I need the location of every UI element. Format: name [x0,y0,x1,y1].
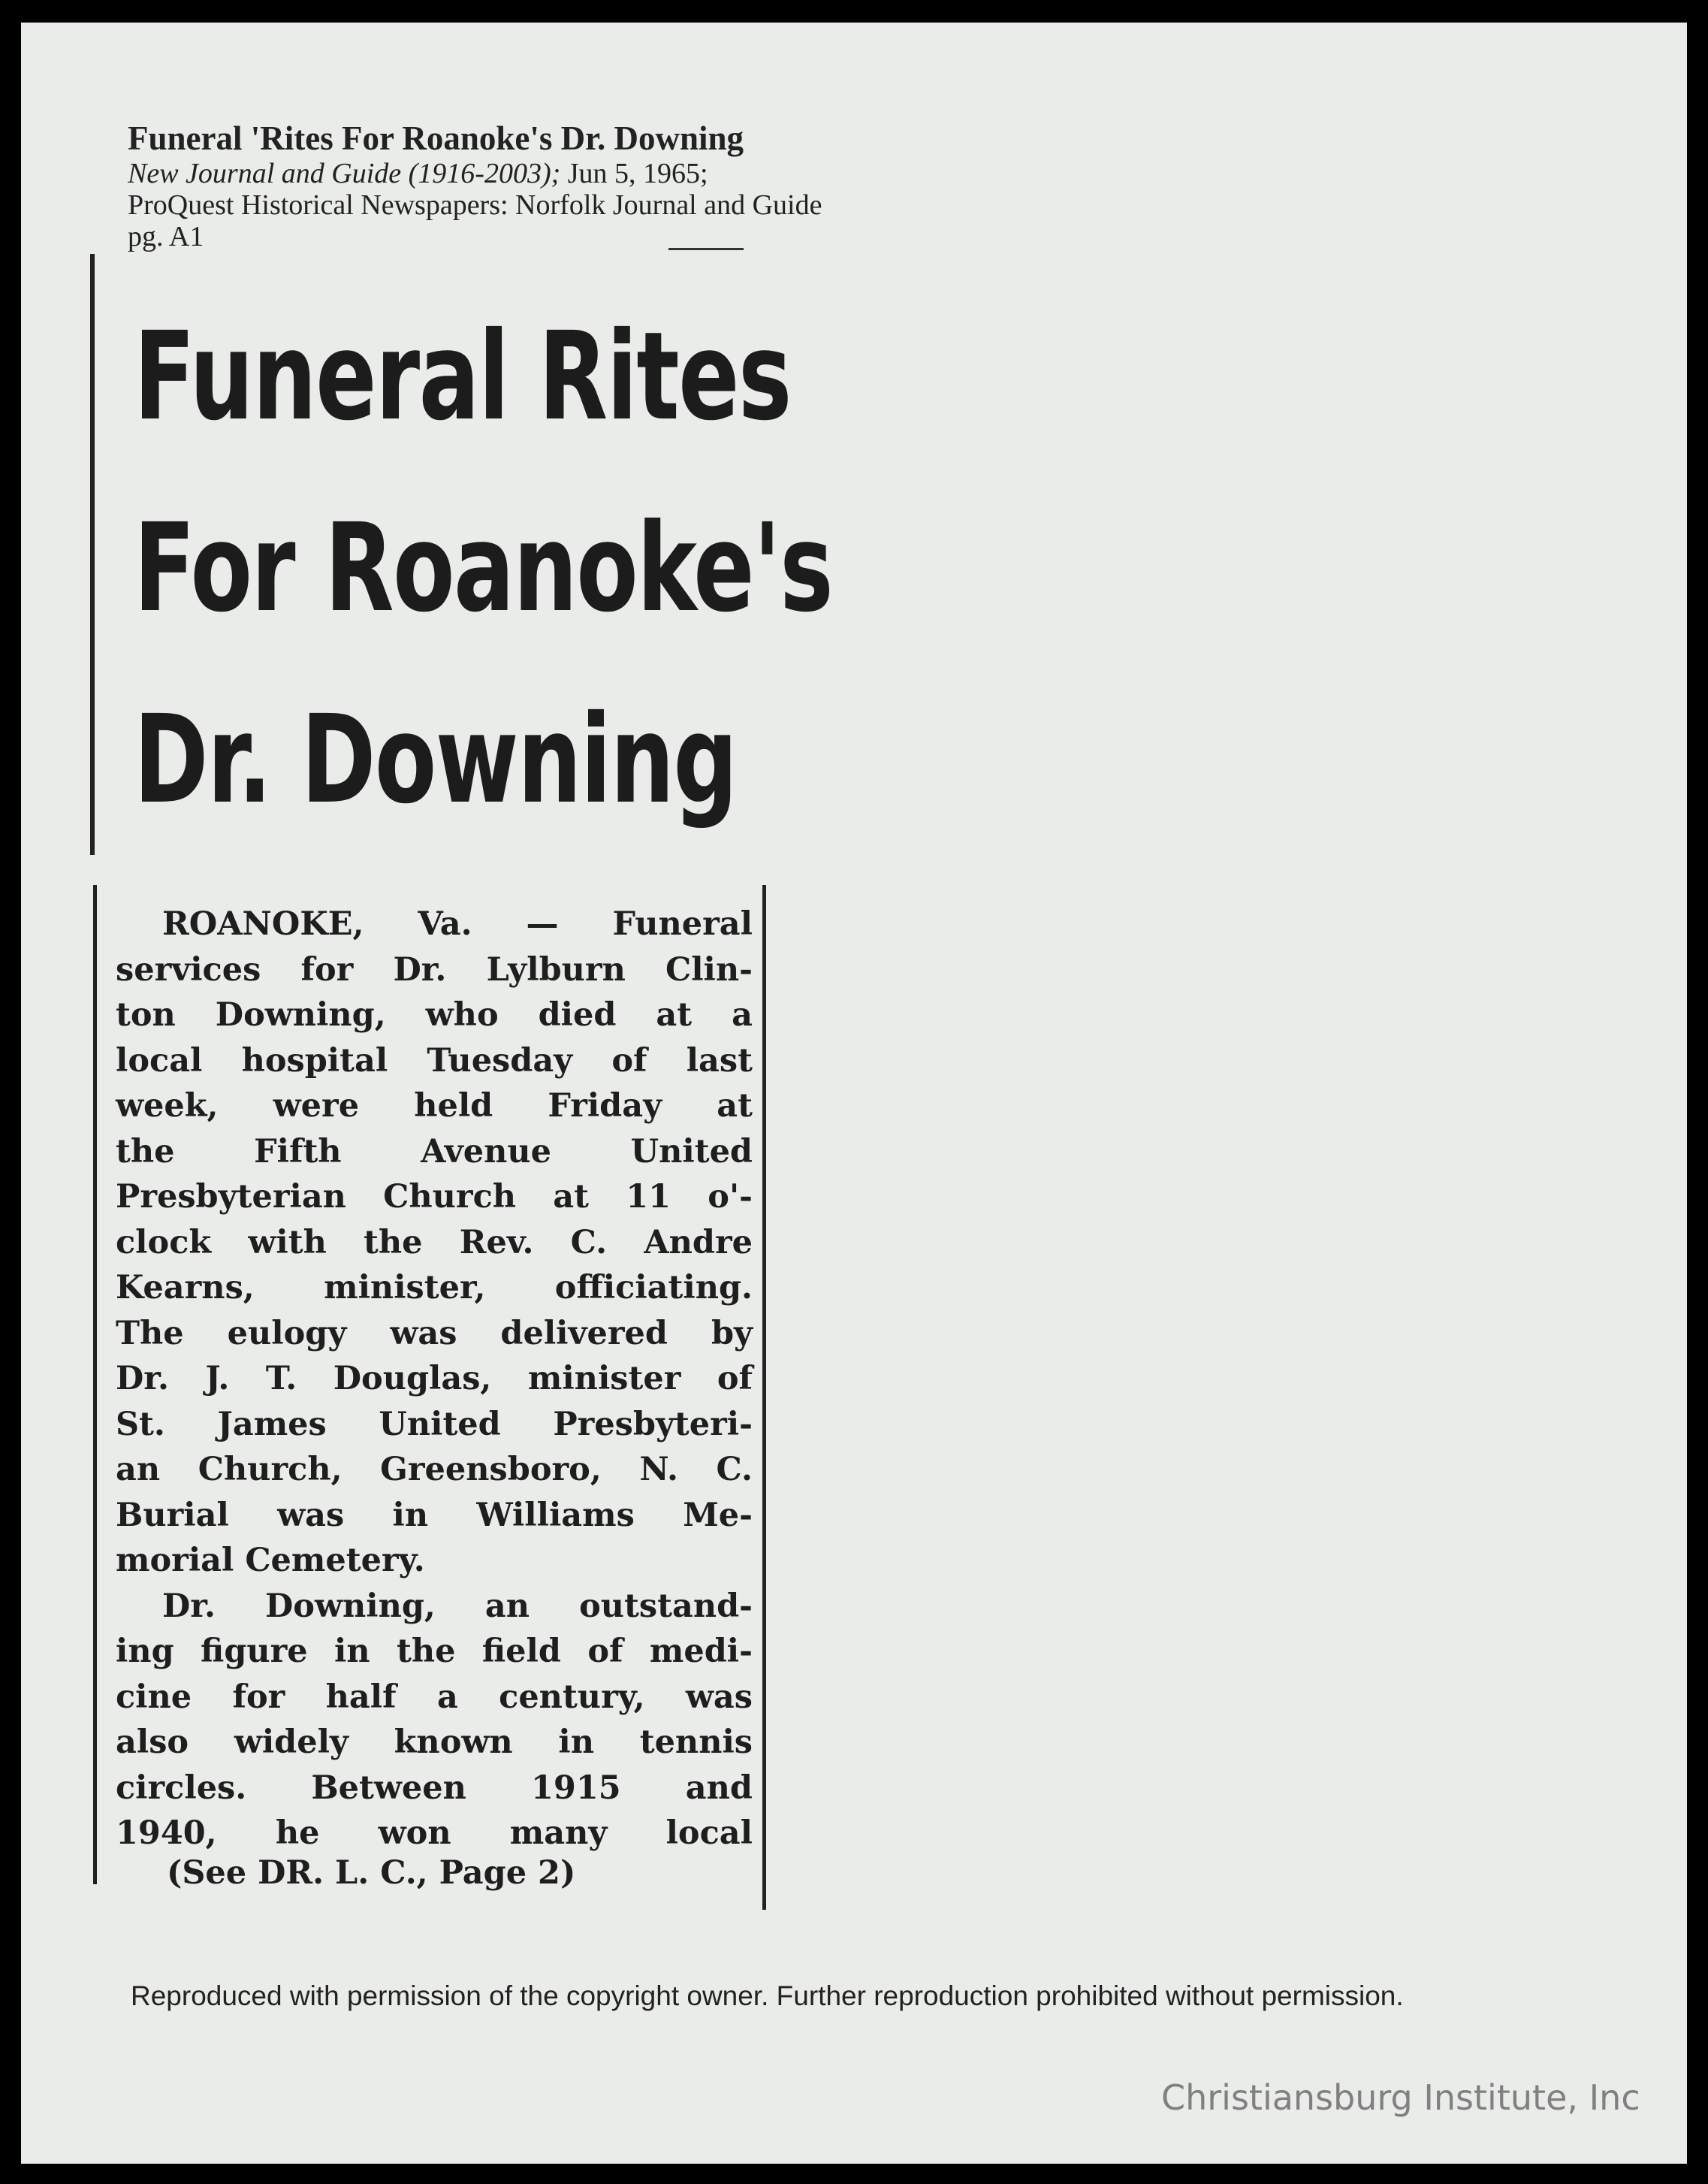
article-line: the Fifth Avenue United [116,1132,753,1171]
citation-block [128,119,1029,252]
citation-database: ProQuest Historical Newspapers: Norfolk Journal and Guide [128,189,822,221]
article-column [93,885,766,1910]
headline-line-2: For Roanoke's [134,498,833,639]
article-line: cine for half a century, was [116,1678,753,1716]
article-line: ton Downing, who died at a [116,996,753,1034]
document-page [21,23,1687,2164]
citation-source: New Journal and Guide (1916-2003); [128,158,561,189]
article-line: also widely known in tennis [116,1723,753,1761]
continuation-reference: (See DR. L. C., Page 2) [167,1854,576,1892]
article-line: clock with the Rev. C. Andre [116,1223,753,1261]
article-line: The eulogy was delivered by [116,1314,753,1352]
article-line: Presbyterian Church at 11 o'- [116,1178,753,1216]
article-line: circles. Between 1915 and [116,1769,753,1807]
article-body [116,902,753,1856]
article-line: week, were held Friday at [116,1087,753,1125]
clipping-edge-mark [668,248,744,250]
article-line: Kearns, minister, officiating. [116,1269,753,1306]
article-line: morial Cemetery. [116,1542,425,1579]
headline-column-rule [90,254,95,855]
headline [134,282,832,856]
article-line: services for Dr. Lylburn Clin- [116,950,753,989]
article-line: Dr. Downing, an outstand- [162,1587,753,1625]
article-line: ing figure in the field of medi- [116,1633,753,1670]
article-line: an Church, Greensboro, N. C. [116,1451,753,1488]
headline-line-3: Dr. Downing [134,690,737,831]
citation-source-line [128,158,1029,189]
article-line: ROANOKE, Va. — Funeral [162,905,753,943]
article-line: 1940, he won many local [116,1814,753,1852]
article-line: St. James United Presbyteri- [116,1405,753,1443]
watermark: Christiansburg Institute, Inc [1161,2077,1640,2118]
article-line: Dr. J. T. Douglas, minister of [116,1360,753,1397]
copyright-notice: Reproduced with permission of the copyright owner. Further reproduction prohibited without permission. [131,1980,1404,2011]
article-left-rule [93,885,97,1884]
citation-date: Jun 5, 1965; [567,158,708,189]
citation-page: pg. A1 [128,221,204,252]
citation-title: Funeral 'Rites For Roanoke's Dr. Downing [128,119,744,157]
headline-line-1: Funeral Rites [134,307,791,448]
article-line: Burial was in Williams Me- [116,1496,753,1534]
article-line: local hospital Tuesday of last [116,1041,753,1080]
article-right-rule [762,885,766,1910]
